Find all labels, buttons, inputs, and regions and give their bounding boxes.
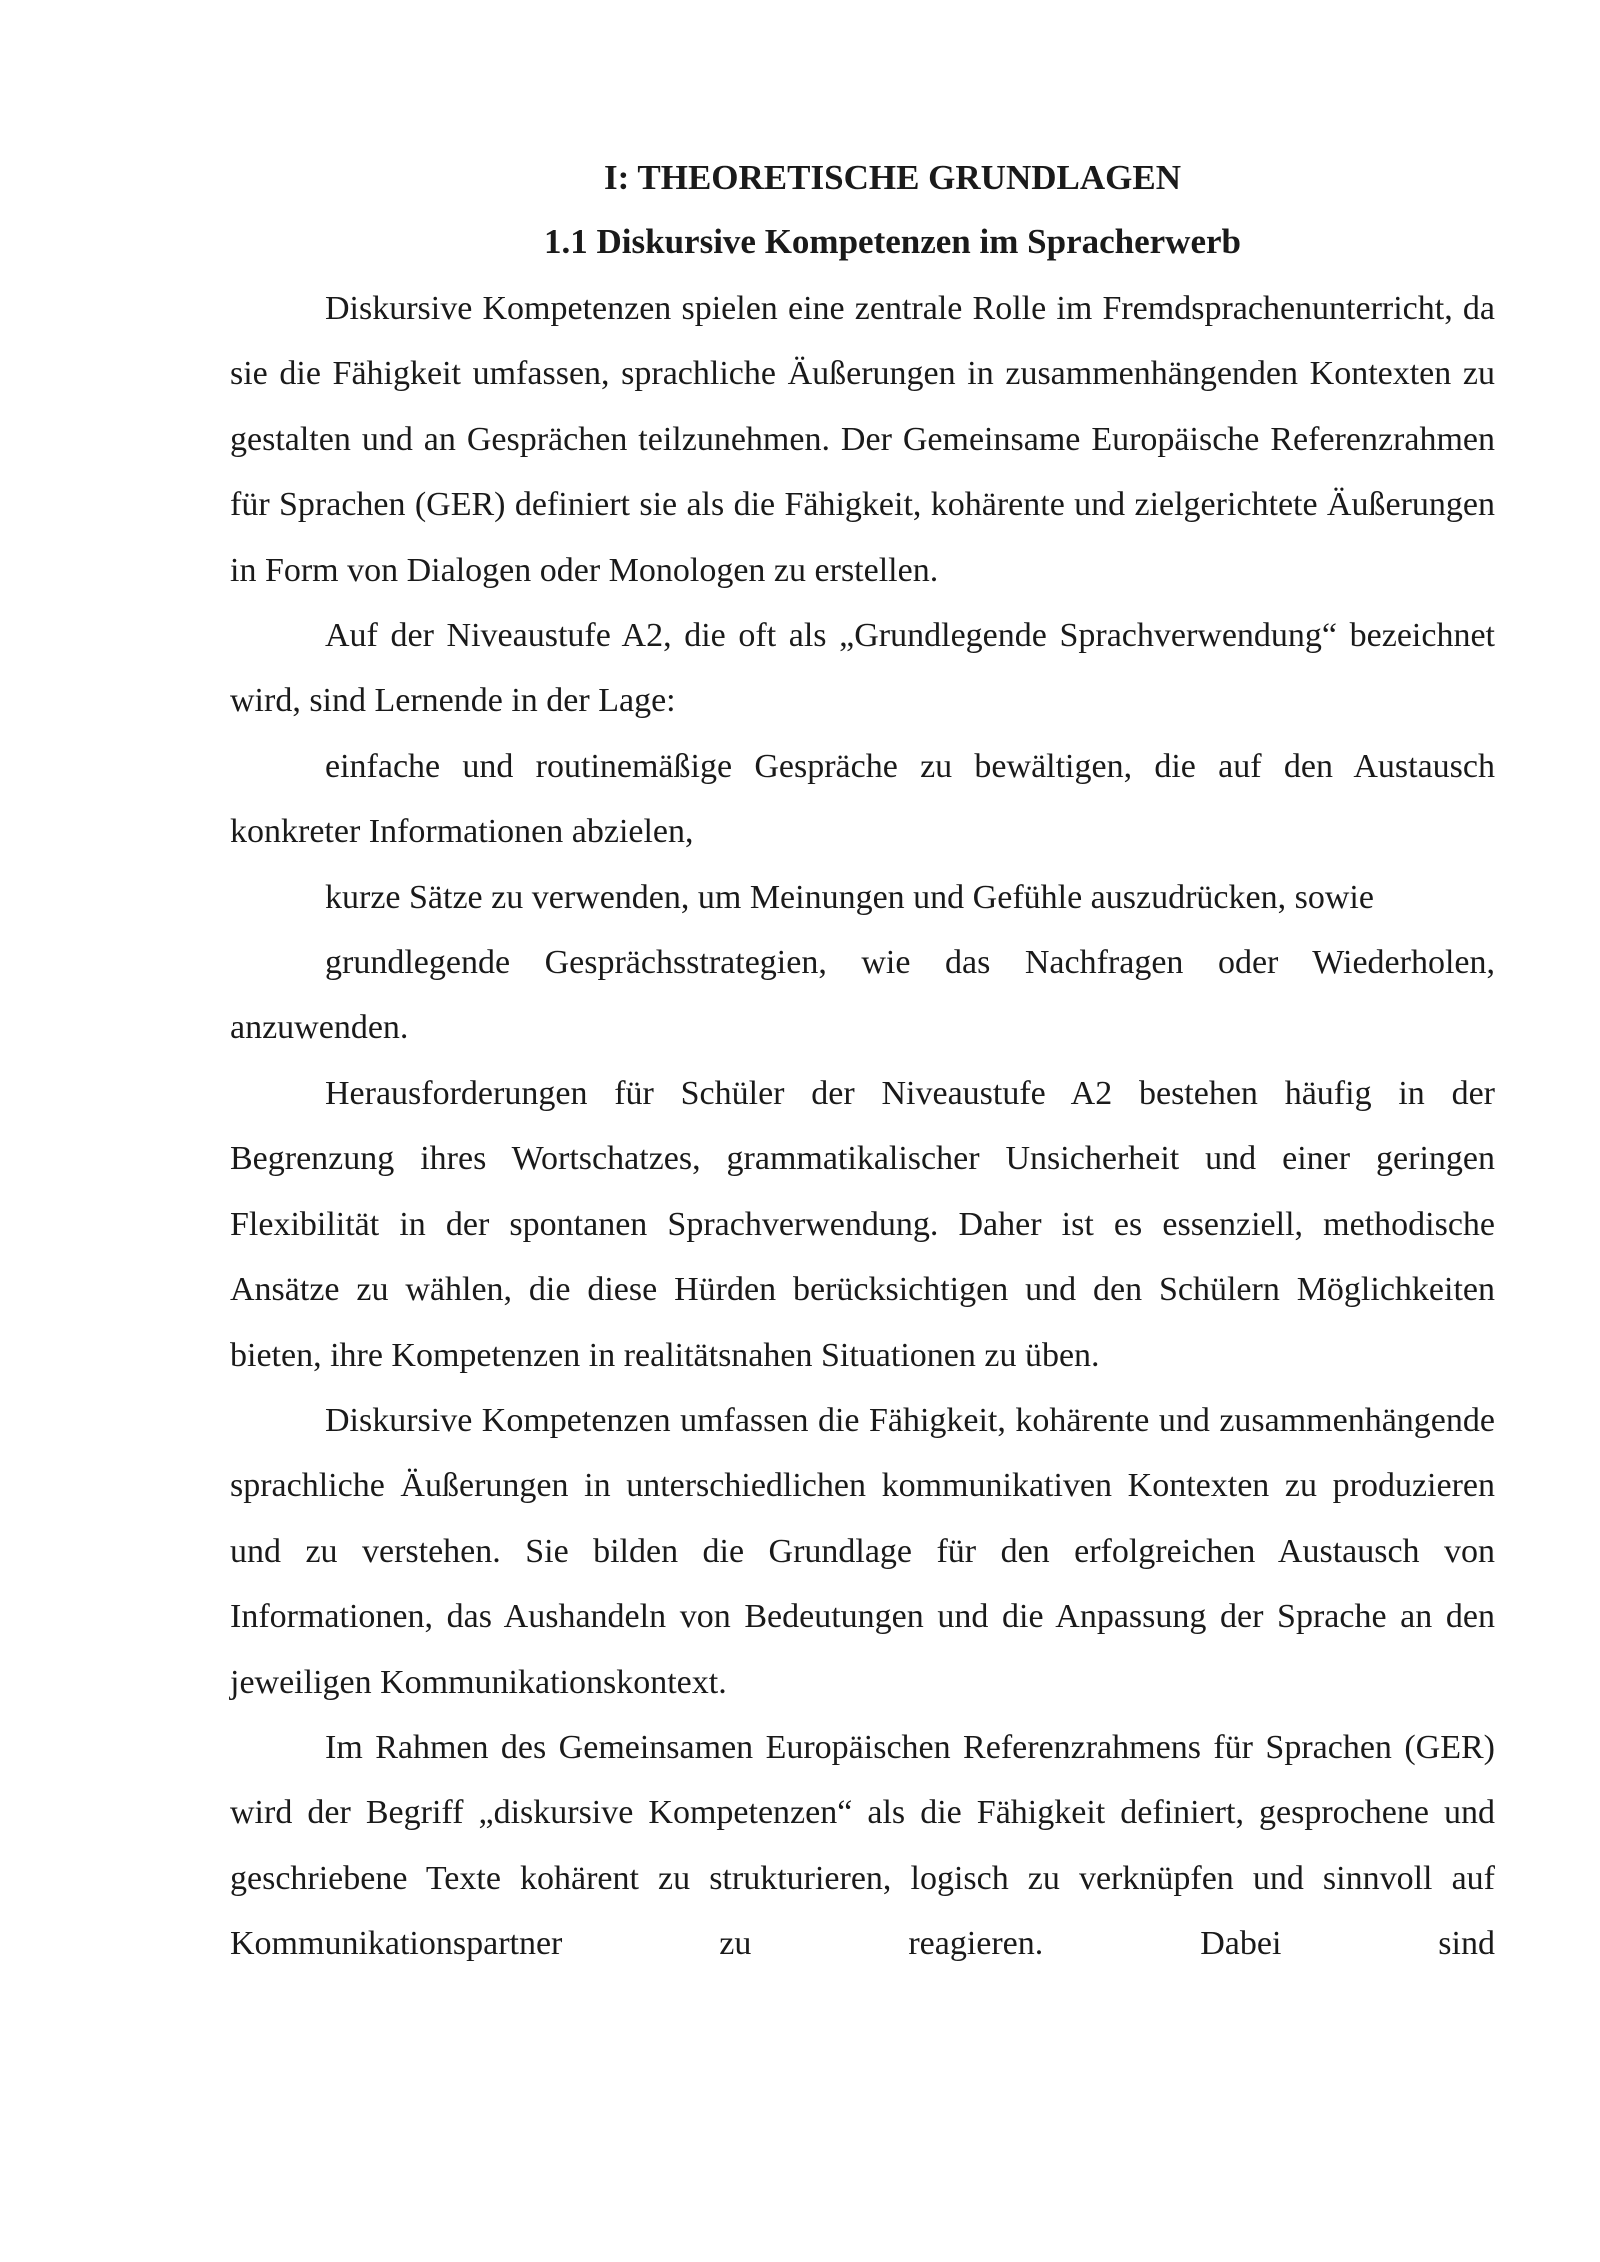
list-item-2: kurze Sätze zu verwenden, um Meinungen und Gefühle auszudrücken, sowie	[325, 878, 1374, 916]
list-item-3: grundlegende Gesprächsstrategien, wie das Nachfragen oder Wiederholen, anzuwenden.	[230, 944, 1495, 1047]
paragraph-2: Auf der Niveaustufe A2, die oft als „Grundlegende Sprachverwendung“ bezeichnet wird, sind Lernende in der Lage:	[230, 617, 1495, 720]
paragraph-1: Diskursive Kompetenzen spielen eine zentrale Rolle im Fremdsprachenunterricht, da sie die Fähigkeit umfassen, sprachliche Äußerungen in zusammenhängenden Kontexten zu gestalten und an Gesprächen teilzunehmen. Der Gemeinsame Europäische Referenzrahmen für Sprachen (GER) definiert sie als die Fähigkeit, kohärente und zielgerichtete Äußerungen in Form von Dialogen oder Monologen zu erstellen.	[230, 290, 1495, 589]
paragraph-3: Herausforderungen für Schüler der Niveaustufe A2 bestehen häufig in der Begrenzung ihres Wortschatzes, grammatikalischer Unsicherheit und einer geringen Flexibilität in der spontanen Sprachverwendung. Daher ist es essenziell, methodische Ansätze zu wählen, die diese Hürden berücksichtigen und den Schülern Möglichkeiten bieten, ihre Kompetenzen in realitätsnahen Situationen zu üben.	[230, 1074, 1495, 1374]
paragraph-4: Diskursive Kompetenzen umfassen die Fähigkeit, kohärente und zusammenhängende sprachliche Äußerungen in unterschiedlichen kommunikativen Kontexten zu produzieren und zu verstehen. Sie bilden die Grundlage für den erfolgreichen Austausch von Informationen, das Aushandeln von Bedeutungen und die Anpassung der Sprache an den jeweiligen Kommunikationskontext.	[230, 1401, 1495, 1701]
chapter-heading: I: THEORETISCHE GRUNDLAGEN	[604, 158, 1181, 197]
document-page	[230, 148, 1495, 1977]
paragraph-5: Im Rahmen des Gemeinsamen Europäischen Referenzrahmens für Sprachen (GER) wird der Begriff „diskursive Kompetenzen“ als die Fähigkeit definiert, gesprochene und geschriebene Texte kohärent zu strukturieren, logisch zu verknüpfen und sinnvoll auf Kommunikationspartner zu reagieren. Dabei sind	[230, 1728, 1495, 1963]
section-heading: 1.1 Diskursive Kompetenzen im Spracherwerb	[543, 222, 1241, 261]
list-item-1: einfache und routinemäßige Gespräche zu bewältigen, die auf den Austausch konkreter Informationen abzielen,	[230, 747, 1495, 851]
